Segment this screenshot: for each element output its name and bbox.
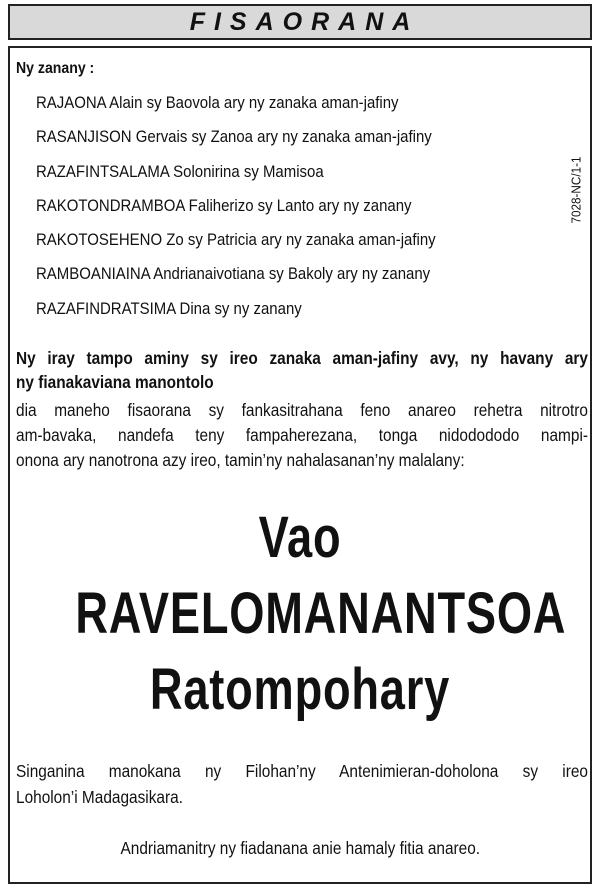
reference-code-text: 7028-NC/1-1 — [568, 156, 584, 224]
deceased-given-name: Ratompohary — [149, 657, 451, 722]
list-item: RAKOTONDRAMBOA Faliherizo sy Lanto ary ny zanany — [36, 195, 412, 215]
list-item: RAKOTOSEHENO Zo sy Patricia ary ny zanaka aman-jafiny — [36, 230, 436, 250]
deceased-name — [12, 500, 588, 728]
relatives-heading — [16, 346, 588, 394]
children-list — [36, 92, 490, 332]
reference-code — [568, 140, 584, 240]
list-item: RAMBOANIAINA Andrianaivotiana sy Bakoly ary ny zanany — [36, 264, 431, 284]
list-item: RAZAFINDRATSIMA Dina sy ny zanany — [36, 298, 302, 318]
thanks-paragraph — [16, 398, 588, 473]
paragraph-line: am-bavaka, nandefa teny fampaherezana, tonga nidodododo nampi- — [16, 425, 588, 445]
children-label: Ny zanany : — [16, 60, 95, 77]
blessing-line — [16, 838, 584, 859]
list-item: RAJAONA Alain sy Baovola ary ny zanaka aman-jafiny — [36, 93, 399, 112]
deceased-surname: RAVELOMANANTSOA — [75, 581, 567, 646]
blessing-text: Andriamanitry ny fiadanana anie hamaly fitia anareo. — [120, 838, 480, 858]
closing-line: Loholon’i Madagasikara. — [16, 787, 183, 807]
special-thanks — [16, 758, 588, 810]
list-item: RASANJISON Gervais sy Zanoa ary ny zanaka aman-jafiny — [36, 127, 432, 147]
notice-title: FISAORANA — [189, 7, 420, 36]
heading-line: ny fianakaviana manontolo — [16, 372, 214, 392]
heading-line: Ny iray tampo aminy sy ireo zanaka aman-jafiny avy, ny havany ary — [16, 348, 588, 368]
deceased-prefix: Vao — [258, 505, 342, 570]
paragraph-line: onona ary nanotrona azy ireo, tamin’ny nahalasanan’ny malalany: — [16, 450, 465, 470]
header-banner — [8, 4, 592, 40]
closing-line: Singanina manokana ny Filohan’ny Antenimieran-doholona sy ireo — [16, 761, 588, 781]
paragraph-line: dia maneho fisaorana sy fankasitrahana feno anareo rehetra nitrotro — [16, 400, 588, 420]
list-item: RAZAFINTSALAMA Solonirina sy Mamisoa — [36, 161, 324, 181]
